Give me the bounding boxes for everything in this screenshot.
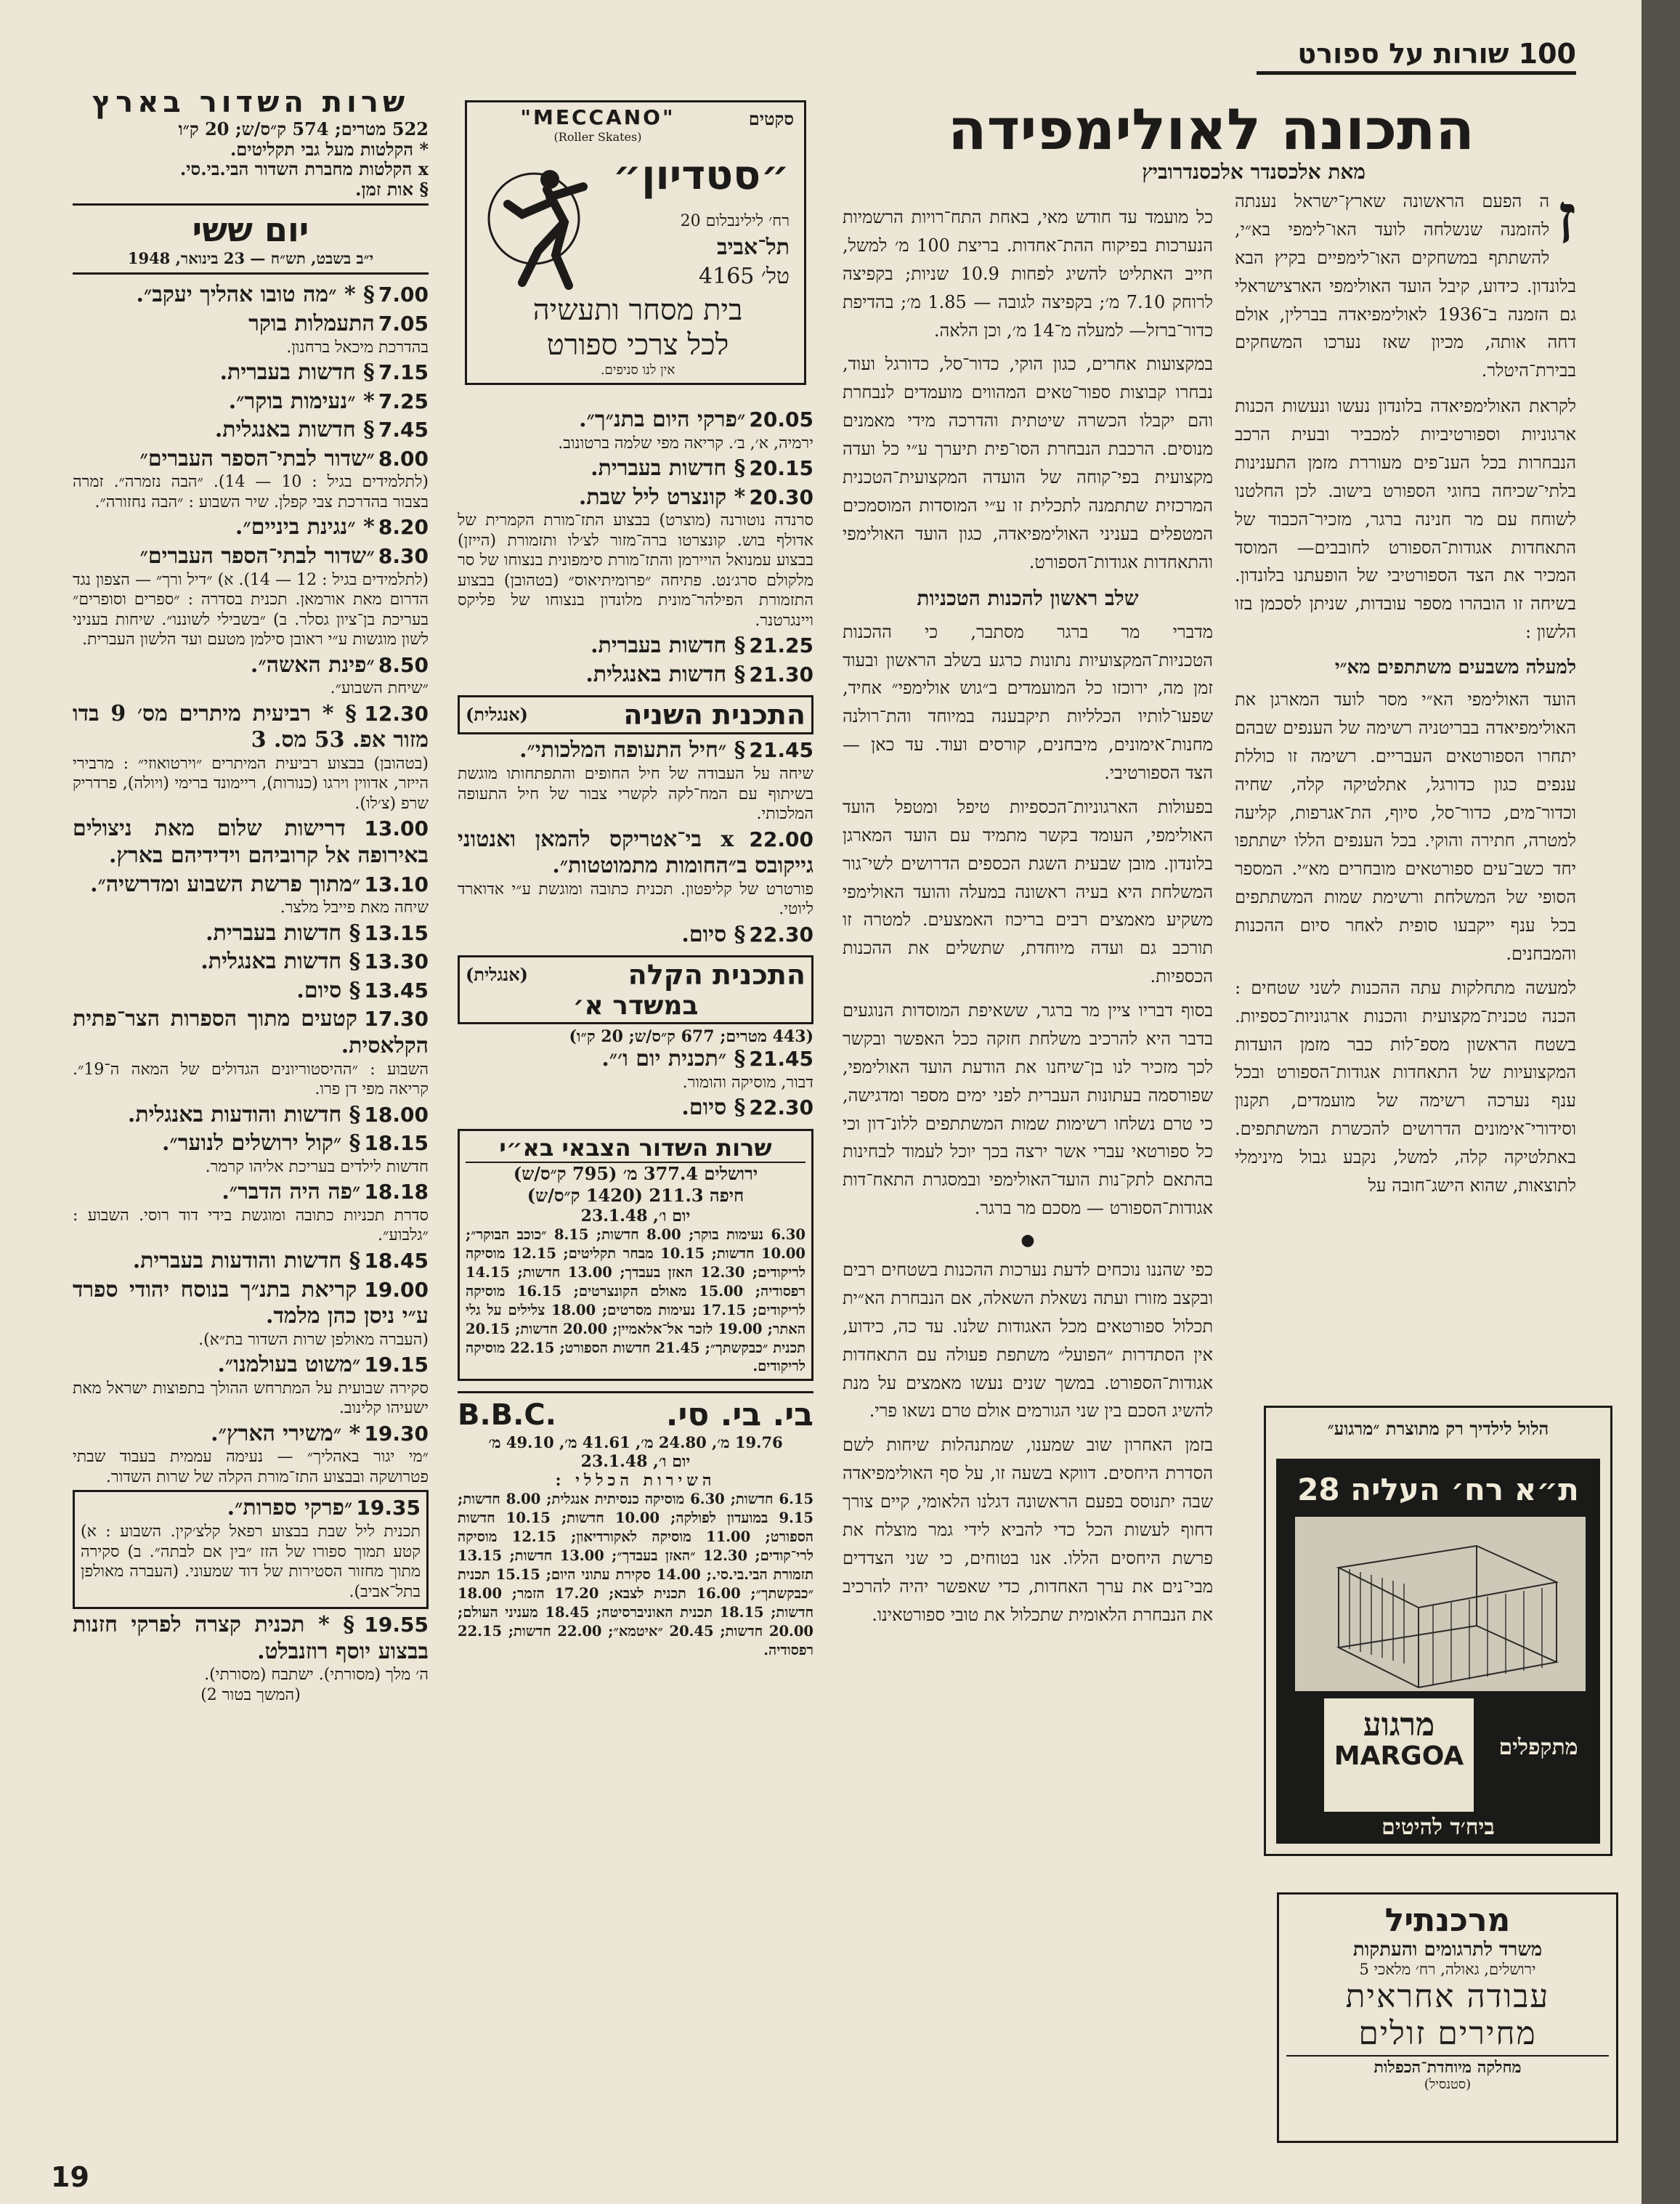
program-desc: סדרת תכניות כתובה ומוגשת בידי דוד רוסי. השבוע : ״גלבוע״. <box>73 1206 429 1245</box>
program-desc: ״שיחת השבוע״. <box>330 679 429 698</box>
mercantil-line: מחלקה מיוחדת־הכפלות <box>1286 2055 1609 2077</box>
program-desc: (לתלמידים בגיל : 10 — 14). ״הבה נזמרה״. זמרה בצבור בהדרכת צבי קפלן. שיר השבוע : ״הבה נחזורה״. <box>73 473 429 511</box>
program-time: 7.25 <box>378 389 429 413</box>
meccano-phone: טל׳ 4165 <box>699 264 790 289</box>
bbc-schedule: 6.15 חדשות; 6.30 מוסיקה כנסיתית אנגלית; 8.00 חדשות; 9.15 במועדון לפולקה; 10.00 חדשות; 10.15 חדשות הספורט; 11.00 מוסיקה לאקורדיאון; 12.15 מוסיקה לרי־קודים; 12.30 ״האזן בעבדך״; 13.00 חדשות; 13.15 תזמורת הבי.בי.סי.; 14.00 סקירת עתוני היום; 15.15 תכנית ״כבקשתך״; 16.00 תכנית לצבא; 17.20 הזמר; 18.00 חדשות; 18.15 תכנית האוניברסיטה; 18.45 מעניני העולם; 20.00 חדשות; 20.45 ״איטמא״; 22.00 חדשות; 22.15 רפסודיה. <box>458 1491 813 1658</box>
program-title: ״פרקי ספרות״. <box>227 1495 353 1521</box>
continued-note: (המשך בטור 2) <box>200 1685 301 1704</box>
program-title: * קונצרט ליל שבת. <box>578 484 746 510</box>
program-desc: שיחה על העבודה של חיל החופים והתפתחותו מוגשת בשיתוף עם המח־לקה לקשרי צבור של חיל התעופה המלכותי. <box>458 765 813 824</box>
program-item <box>73 417 429 444</box>
program-time: 20.15 <box>749 456 813 481</box>
playpen-illustration <box>1295 1517 1586 1691</box>
mercantil-name: מרכנתיל <box>1384 1902 1511 1939</box>
station-line: * הקלטות מעל גבי תקליטים. <box>230 138 429 160</box>
meccano-city: תל־אביב <box>717 235 790 260</box>
program-title: § * ״מה טובו אהליך יעקב״. <box>136 282 375 308</box>
article-paragraph: כפי שהננו נוכחים לדעת נערכות ההכנות בשטחים רבים ובקצב מזורז ועתה נשאלת השאלה, אם הנבחרת הא״ית תכלול ספורטאים מכל האגודות שלנו. עד כה, כידוע, אין הסתדרות ״הפועל״ משתפת פעולה עם התאחדות אגודות־הספורט. במשך שנים נעשו מאמצים על מנת להשיג הסכם בין שני הגורמים אולם טרם נשאו פרי. <box>843 1260 1213 1422</box>
article-paragraph: בפעולות הארגוניות־הכספיות טיפל ומטפל הועד האולימפי, העומד בקשר מתמיד עם הועד המארגן בלונדון. מובן שבעית השגת הכספים הדרושים לשי־גור המשלחת היא בעיה ראשונה במעלה והועד האולימפי משקיע מאמצים רבים בריכוז האמצעים. למטרה זו תורכב גם ועדה מיוחדת, שתשלים את ההכנות הכספיות. <box>843 796 1213 987</box>
army-radio-section <box>458 1129 813 1381</box>
program-title: * ״נעימות בוקר״. <box>228 388 375 414</box>
program-time: 8.20 <box>378 515 429 540</box>
meccano-address: רח׳ לילינבלום 20 <box>680 212 790 230</box>
article-column-right <box>1235 187 1576 1393</box>
mercantil-line: (סטנסיל) <box>1424 2077 1472 2093</box>
program-title: ״פה היה הדבר״. <box>222 1179 361 1205</box>
program-item <box>73 360 429 386</box>
program-time: 13.00 <box>364 817 429 841</box>
mercantil-line: מחירים זולים <box>1358 2014 1537 2052</box>
section-divider-dot: ● <box>1020 1231 1035 1250</box>
margoa-ad <box>1264 1406 1612 1856</box>
program-time: 13.30 <box>364 949 429 974</box>
bbc-date: יום ו׳, 23.1.48 <box>580 1452 691 1472</box>
program-item <box>73 978 429 1005</box>
program-time: 8.30 <box>378 544 429 569</box>
army-radio-freq: ירושלים 377.4 מ׳ (795 ק״ס/ש) <box>513 1163 758 1185</box>
bbc-title-en: B.B.C. <box>458 1398 556 1432</box>
army-radio-schedule: 6.30 נעימות בוקר; 8.00 חדשות; 8.15 ״כוכב הבוקר״; 10.00 חדשות; 10.15 מבחר תקליטים; 12.15 מוסיקה לריקודים; 12.30 האזן בעבדך; 13.00 חדשות; 14.15 רפסודיה; 15.00 מאולם הקונצרטים; 16.15 מוסיקה לריקודים; 17.15 נעימות מסרטים; 18.00 צלילים על גלי האתר; 19.00 לזכר אל־אלאמיין; 20.00 חדשות; 20.15 תכנית ״כבקשתך״; 21.45 חדשות הספורט; 22.15 מוסיקה לריקודים. <box>466 1226 806 1375</box>
program-item <box>73 1277 429 1350</box>
article-column-middle <box>843 203 1213 2143</box>
program-title: x בי־אטריקס להמאן ואנטוני גייקובס ב״החומות מתמוטטות״. <box>458 826 813 879</box>
program-time: 7.00 <box>378 283 429 307</box>
program-desc: (לתלמידים בגיל : 12 — 14). א) ״דיל ורך״ — הצפון נגד הדרום מאת אורמאן. תכנית בסדרה : ״ספרים וסופרים״ בעריכת בן־ציון גסלר. ב) ״בשבילי לשוננו״. שיחות בעניני לשון מוגשות ע״י ראובן סילמן מטעם ועד הלשון העברית. <box>73 570 429 649</box>
program-item <box>73 1248 429 1275</box>
station-line: x הקלטות מחברת השדור הבי.בי.סי. <box>179 158 429 180</box>
program-title: ״שדור לבתי־הספר העברים״ <box>139 445 375 471</box>
program-title: ״שדור לבתי־הספר העברים״ <box>139 543 375 570</box>
program-title: ״משוט בעולמנו״. <box>217 1352 361 1378</box>
bbc-general-header: השירות הכללי : <box>555 1471 716 1491</box>
program-title: § חדשות בעברית. <box>219 360 375 386</box>
page-number: 19 <box>51 2161 89 2193</box>
program-time: 8.00 <box>378 446 429 471</box>
meccano-sub: (Roller Skates) <box>553 130 642 144</box>
program-title: § ״חיל התעופה המלכותי״. <box>519 737 746 763</box>
program-title: § חדשות והודעות באנגלית. <box>127 1101 361 1127</box>
mercantil-line: ירושלים, גאולה, רח׳ מלאכי 5 <box>1359 1961 1536 1978</box>
program-item <box>81 1495 421 1602</box>
bbc-freq: 19.76 מ׳, 24.80 מ׳, 41.61 מ׳, 49.10 מ׳ <box>488 1433 783 1452</box>
article-paragraph: מדברי מר ברגר מסתבר, כי ההכנות הטכניות־המקצועיות נתונות כרגע בשלב הראשון ובעוד זמן מה, ירוכזו כל המועמדים ב״גוש אולימפי״ אחיד, שפעו־לותיו הכלליות תיקבענה במיוחד והת־רולנה מחנות־אימונים, מיבחנים, קורסים ועוד. עד כאן — הצד הספורטיבי. <box>843 621 1213 784</box>
program-time: 20.05 <box>749 408 813 432</box>
program-time: 19.30 <box>364 1421 429 1446</box>
radio-column-1 <box>73 86 429 2178</box>
second-program-header <box>458 695 813 734</box>
light-program-title-row <box>466 959 805 991</box>
program-desc: פורטרט של קליפטון. תכנית כתובה ומוגשת ע״י אדוארד ליוטי. <box>458 880 813 919</box>
program-time: 7.05 <box>378 311 429 336</box>
program-desc: ״מי יגור באהליך״ — נעימה עממית בעבוד שבתי פטרושקה ובבצוע התז־מורת הקלה של שרות השדור. <box>73 1448 429 1486</box>
program-desc: שיחה מאת פייבל מלצר. <box>280 899 429 917</box>
program-item <box>73 389 429 416</box>
program-desc: ה׳ מלך (מסורתי). ישתבח (מסורתי). <box>204 1666 429 1685</box>
program-title: * ״משירי הארץ״. <box>211 1420 361 1446</box>
divider <box>73 203 429 206</box>
program-title: § חדשות באנגלית. <box>200 949 361 975</box>
program-time: 21.30 <box>749 662 813 686</box>
program-title: § חדשות בעברית. <box>591 455 746 482</box>
binding-spine <box>1642 0 1680 2204</box>
program-title: ״פינת האשה״. <box>250 652 375 678</box>
meccano-line: בית מסחר ותעשיה <box>532 293 743 327</box>
margoa-foot1: מתקפלים <box>1498 1735 1578 1760</box>
article-paragraph: ה הפעם הראשונה שארץ־ישראל נענתה להזמנה שנשלחה לועד האו־לימפי בא״י, להשתתף במשחקים האו־לימפיים בקיץ הבא בלונדון. כידוע, קיבל הועד האולימפי הארצישראלי גם הזמנה ב־1936 לאולימפיאדה בברלין, אולם דחה אותה, מכיון שאז נערכו המשחקים בבירת־היטלר. <box>1235 191 1576 381</box>
radio-column-2 <box>458 407 813 2143</box>
program-title: דרישות שלום מאת ניצולים באירופה אל קרוביהם וידידיהם בארץ. <box>73 816 429 868</box>
drop-cap: ז <box>1557 187 1576 259</box>
program-desc: דבור, מוסיקה והומור. <box>682 1073 813 1092</box>
program-title: * ״נגינת ביניים״. <box>235 514 375 540</box>
article-title: התכונה לאולימפידה <box>948 102 1474 158</box>
program-list <box>73 282 429 1487</box>
article-paragraph: למעשה מתחלקות עתה ההכנות לשני שטחים : הכנה טכנית־מקצועית והכנות ארגוניות־כספיות. בשטח הראשון מספ־לות כבר מזמן הועדות המקצועיות של התאחדות אגודות־הספורט ובכל ענף נערכה רשימה של מועמדים, תקנון וסידורי־אימונים הדרושים להכשרת המשתתפים. באתלטיקה קלה, למשל, נקבע גבול מינימלי לתוצאות, שהוא הישג־חובה על <box>1235 977 1576 1196</box>
program-desc: (העברה מאולפן שרות השדור בת״א). <box>198 1330 429 1349</box>
program-title: § חדשות באנגלית. <box>585 661 746 687</box>
program-desc: חדשות לילדים בעריכת אליהו קרמר. <box>205 1157 429 1176</box>
program-time: 13.45 <box>364 978 429 1002</box>
program-title: § חדשות בעברית. <box>591 633 746 659</box>
program-title: קריאת בתנ״ך בנוסח יהודי ספרד ע״י ניסן כהן מלמד. <box>73 1276 429 1329</box>
meccano-ad <box>465 100 806 385</box>
page-title: 100 שורות על ספורט <box>1297 38 1576 70</box>
program-item <box>73 920 429 947</box>
program-time: 22.30 <box>749 1095 813 1120</box>
program-title: ״מתוך פרשת השבוע ומדרשיה״. <box>90 871 361 897</box>
margoa-logo-latin: MARGOA <box>1334 1741 1464 1771</box>
program-item <box>73 1102 429 1129</box>
program-time: 22.30 <box>749 922 813 947</box>
program-time: 18.15 <box>364 1131 429 1156</box>
program-time: 21.25 <box>749 633 813 658</box>
army-radio-date: יום ו׳, 23.1.48 <box>580 1207 691 1226</box>
program-item <box>73 1421 429 1488</box>
day-date: י״ב בשבט, תש״ח — 23 בינואר, 1948 <box>127 249 374 268</box>
program-time: 17.30 <box>364 1007 429 1032</box>
article-paragraph: לקראת האולימפיאדה בלונדון נעשו ונעשות הכנות ארגוניות וספורטיביות למכביר ובעית הרכב הנבחרות בכל הענ־פים מעוררת מזמן התענינות בלתי־שכיחה בחוגי הספורט בישוב. לכן החלטנו לשוחח עם מר חנינה ברגר, מזכיר־הכבוד של התאחדות אגודות־הספורט לחובבים— המוסד המכיר את הצד הספורטיבי של הופעתנו בלונדון. בשיחה זו הובהרו מספר עובדות, שניתן לסכמן בזו הלשון : <box>1235 396 1576 643</box>
mercantil-line: עבודה אחראית <box>1345 1978 1550 2015</box>
program-desc: ירמיה, א׳, ב׳. קריאה מפי שלמה ברטונוב. <box>558 434 813 453</box>
program-title: ״פרקי היום בתנ״ך״. <box>579 407 746 432</box>
bbc-title: בי. בי. סי. <box>665 1396 813 1434</box>
article-paragraph: בזמן האחרון שוב שמענו, שמתנהלות שיחות לשם הסדרת היחסים. דווקא בשעה זו, על סף האולימפיאדה שבה יתנוסס בפעם הראשונה דגלנו הלאומי, קיים צורך דחוף לעשות הכל כדי להביא לידי גמר מוצלח את פרשת היחסים הללו. אנו בטוחים, כי שני הצדדים מבי־נים את ערך האחדות, כדי שאפשר יהיה להרכיב את הנבחרת הלאומית שתכלול את טובי ספורטאינו. <box>843 1435 1213 1625</box>
program-title: קטעים מתוך הספרות הצר־פתית הקלאסית. <box>73 1006 429 1059</box>
program-item <box>73 652 429 699</box>
meccano-shop: ״סטדיון״ <box>612 152 790 199</box>
divider <box>73 272 429 275</box>
program-item <box>73 311 429 357</box>
station-line: 522 מטרים; 574 ק״ס/ש; 20 ק״ו <box>178 118 429 139</box>
program-time: 13.10 <box>364 872 429 896</box>
program-title: § ״תכנית יום ו׳״. <box>601 1046 746 1072</box>
program-time: 19.35 <box>356 1496 421 1520</box>
program-item <box>458 662 813 689</box>
program-title: § סיום. <box>681 921 746 947</box>
program-item <box>73 282 429 309</box>
program-desc: (בטהובן) בבצוע רביעית המיתרים ״וירטואוזי״ : מרבירי הייזר, אדווין וירגו (כנורות), ריימונד ברימי (ויולה), פרדריק שרפ (צ׳לו). <box>73 754 429 813</box>
army-radio-title: שרות השדור הצבאי בא״י <box>466 1134 805 1163</box>
literature-box <box>73 1490 429 1609</box>
program-item <box>458 737 813 824</box>
program-title: § סיום. <box>681 1095 746 1121</box>
program-time: 20.30 <box>749 485 813 509</box>
article-subheading: למעלה משבעים משתתפים מא״י <box>1334 657 1576 678</box>
program-item <box>458 485 813 631</box>
program-title: § חדשות בעברית. <box>206 920 361 946</box>
program-time: 22.00 <box>749 827 813 851</box>
article-paragraph: הועד האולימפי הא״י מסר לועד המארגן את האולימפיאדה בבריטניה רשימה של הענפים שבהם יתחרו הספורטאים העבריים. רשימה זו כוללת ענפים כגון כדורגל, אתלטיקה קלה, שחיה וכדור־מים, כדור־סל, סיוף, הת־אגרפות, קליעה למטרה, חתירה והוקי. בכל הענפים הללו ישתתפו יחד כשב־עים ספורטאים מובחרים מא״י. המספר הסופי של המשלחת ורשימת שמות המשתתפים בכל ענף ייקבעו סופית לאחר סיום ההכנות והמבחנים. <box>1235 689 1576 964</box>
program-time: 19.55 <box>364 1613 429 1637</box>
program-item <box>73 949 429 976</box>
program-item <box>458 455 813 482</box>
meccano-line: לכל צרכי ספורט <box>546 328 729 362</box>
program-item <box>73 1130 429 1177</box>
article-paragraph: בסוף דבריו ציין מר ברגר, ששאיפת המוסדות הנוגעים בדבר היא להרכיב משלחת חזקה ככל האפשר ובקשר לכך מזכיר לנו בן־שיחנו את הודעת הועד האולימפי, שפורסמה בעתונות העברית לפני ימים מספר ומדגישה, כי טרם נשלחו רשימות שמות המשתתפים ללונ־דון וכי כל ספורטאי עברי אשר ירצה בכך יוכל לעמוד לבחינות בהתאם לתק־נות הועד־האולימפי ובמסגרת התאח־דות אגודות־הספורט — מסכם מר ברגר. <box>843 1000 1213 1219</box>
program-item <box>73 701 429 814</box>
margoa-top-line: הלול לילדיך רק מתוצרת ״מרגוע״ <box>1327 1418 1549 1439</box>
program-time: 21.45 <box>749 1047 813 1071</box>
program-item <box>73 1179 429 1246</box>
program-title: § ״קול ירושלים לנוער״. <box>161 1130 361 1156</box>
program-time: 8.50 <box>378 652 429 677</box>
program-item <box>458 827 813 920</box>
program-item <box>73 816 429 869</box>
station-title: שרות השדור בארץ <box>92 86 410 119</box>
program-item <box>73 1006 429 1099</box>
margoa-logo <box>1324 1698 1474 1812</box>
program-desc: תכנית ליל שבת בבצוע רפאל קלצ׳קין. השבוע : א) קטע תמוך ספורו של הזז ״בין אם לבתה״. ב) סקירה מתוך מחזור הסטירות של דוד שמעוני. (העברה מאולפן בתל־אביב). <box>81 1523 421 1601</box>
article-subheading: שלב ראשון להכנות הטכניות <box>917 586 1139 611</box>
program-time: 7.45 <box>378 418 429 442</box>
meccano-label: סקטים <box>748 108 794 129</box>
program-item <box>73 1352 429 1419</box>
army-radio-freq: חיפה 211.3 (1420 ק״ס/ש) <box>527 1185 744 1207</box>
second-program-tag: (אנגלית) <box>466 704 529 726</box>
article-paragraph: במקצועות אחרים, כגון הוקי, כדור־סל, כדורגל ועוד, נבחרו קבוצות ספור־טאים המהווים מועמדים לנבחרת והם יקבלו הכשרה שיטתית והדרכה מידי מאמנים מנוסים. הרכבת הנבחרת הסו־פית תיערך ע״י כל ועדה מקצועית בפי־קוחה של הועדה המקצועית־הטכנית המרכזית שתתמנה לתכלית זו ע״י המוסדות המוסמכים המטפלים בעניני האולימפיאדה, כגון הועד האולימפי והתאחדות אגודות־הספורט. <box>843 354 1213 572</box>
light-program-freq: (443 מטרים; 677 ק״ס/ש; 20 ק״ו) <box>569 1027 813 1047</box>
light-program-sub: במשדר א׳ <box>572 991 699 1021</box>
meccano-line: אין לנו סניפים. <box>600 362 675 378</box>
program-title: § * תכנית קצרה לפרקי חזנות בבצוע יוסף רוזנבלט. <box>73 1612 429 1664</box>
program-item <box>73 446 429 513</box>
program-list <box>458 407 813 688</box>
header-underline <box>1257 71 1576 75</box>
program-desc: סקירה שבועית על המתרחש ההולך בתפוצות ישראל מאת ישעיהו קלינוב. <box>73 1379 429 1418</box>
light-program-header <box>458 955 813 1024</box>
meccano-brand: "MECCANO" <box>520 105 675 129</box>
program-item <box>458 1095 813 1122</box>
program-item <box>73 514 429 541</box>
program-item <box>458 1046 813 1093</box>
light-program-title: התכנית הקלה <box>628 959 805 992</box>
program-item <box>458 922 813 949</box>
program-desc: בהדרכת מיכאל ברחנון. <box>286 338 429 357</box>
program-time: 13.15 <box>364 920 429 945</box>
program-title: התעמלות בוקר <box>248 310 375 336</box>
program-item <box>73 1612 429 1705</box>
program-desc: סרנדה נוטורנה (מוצרט) בבצוע התז־מורת הקמרית של אדולף בוש. קונצרטו ברה־מזור לצ׳לו ותזמורת (הייזן) בבצוע עמנואל הויירמן והתז־מורת סימפונית בנצוחו של סר מלקולם סרג׳נט. פתיחה ״פרומיתיאוס״ (בטהובן) בבצוע התזמורת הפילהר־מונית מלונדון בנצוחו של פליקס ויינגרטנר. <box>458 511 813 630</box>
page-header <box>1257 38 1576 81</box>
margoa-address: ת״א רח׳ העליה 28 <box>1297 1472 1579 1507</box>
program-time: 21.45 <box>749 738 813 763</box>
bbc-section <box>458 1391 813 1659</box>
program-time: 18.18 <box>364 1180 429 1204</box>
day-title: יום ששי <box>192 210 309 250</box>
program-time: 18.45 <box>364 1248 429 1273</box>
light-program-tag: (אנגלית) <box>466 964 529 986</box>
program-item <box>458 407 813 453</box>
article-byline: מאת אלכסנדר אלכסנדרוביץ <box>1142 160 1365 184</box>
program-title: § חדשות באנגלית. <box>214 417 375 443</box>
athlete-illustration <box>483 153 614 291</box>
bbc-header <box>458 1391 813 1433</box>
margoa-foot2: ביח׳ד להיטים <box>1381 1815 1495 1840</box>
program-title: § חדשות והודעות בעברית. <box>132 1247 361 1273</box>
program-title: § * רביעית מיתרים מס׳ 9 בדו מזור אפ. 53 מס. 3 <box>73 700 429 753</box>
program-time: 18.00 <box>364 1102 429 1127</box>
program-item <box>73 543 429 650</box>
margoa-logo-hebrew: מרגוע <box>1363 1706 1435 1743</box>
program-item <box>458 633 813 660</box>
article-paragraph: כל מועמד עד חודש מאי, באחת התח־רויות הרשמיות הנערכות בפיקוח ההת־אחדות. בריצת 100 מ׳ למשל, חייב האתליט להשיג לפחות 10.9 שניות; בקפיצה לרוחק 7.10 מ׳; בקפיצה לגובה — 1.85 מ׳; בהדיפת כדור־ברזל— למעלה מ־14 מ׳, וכן הלאה. <box>843 207 1213 341</box>
program-time: 19.15 <box>364 1353 429 1377</box>
station-line: § אות זמן. <box>355 178 429 200</box>
program-desc: השבוע : ״ההיסטוריונים הגדולים של המאה ה־19״. קריאה מפי דן פרו. <box>73 1060 429 1099</box>
second-program-title: התכנית השניה <box>623 699 805 732</box>
mercantil-ad <box>1277 1892 1618 2143</box>
program-time: 19.00 <box>364 1277 429 1302</box>
program-item <box>73 872 429 918</box>
program-time: 12.30 <box>364 701 429 726</box>
program-title: § סיום. <box>296 977 361 1003</box>
program-time: 7.15 <box>378 360 429 385</box>
mercantil-line: משרד לתרגומים והעתקות <box>1352 1939 1543 1961</box>
